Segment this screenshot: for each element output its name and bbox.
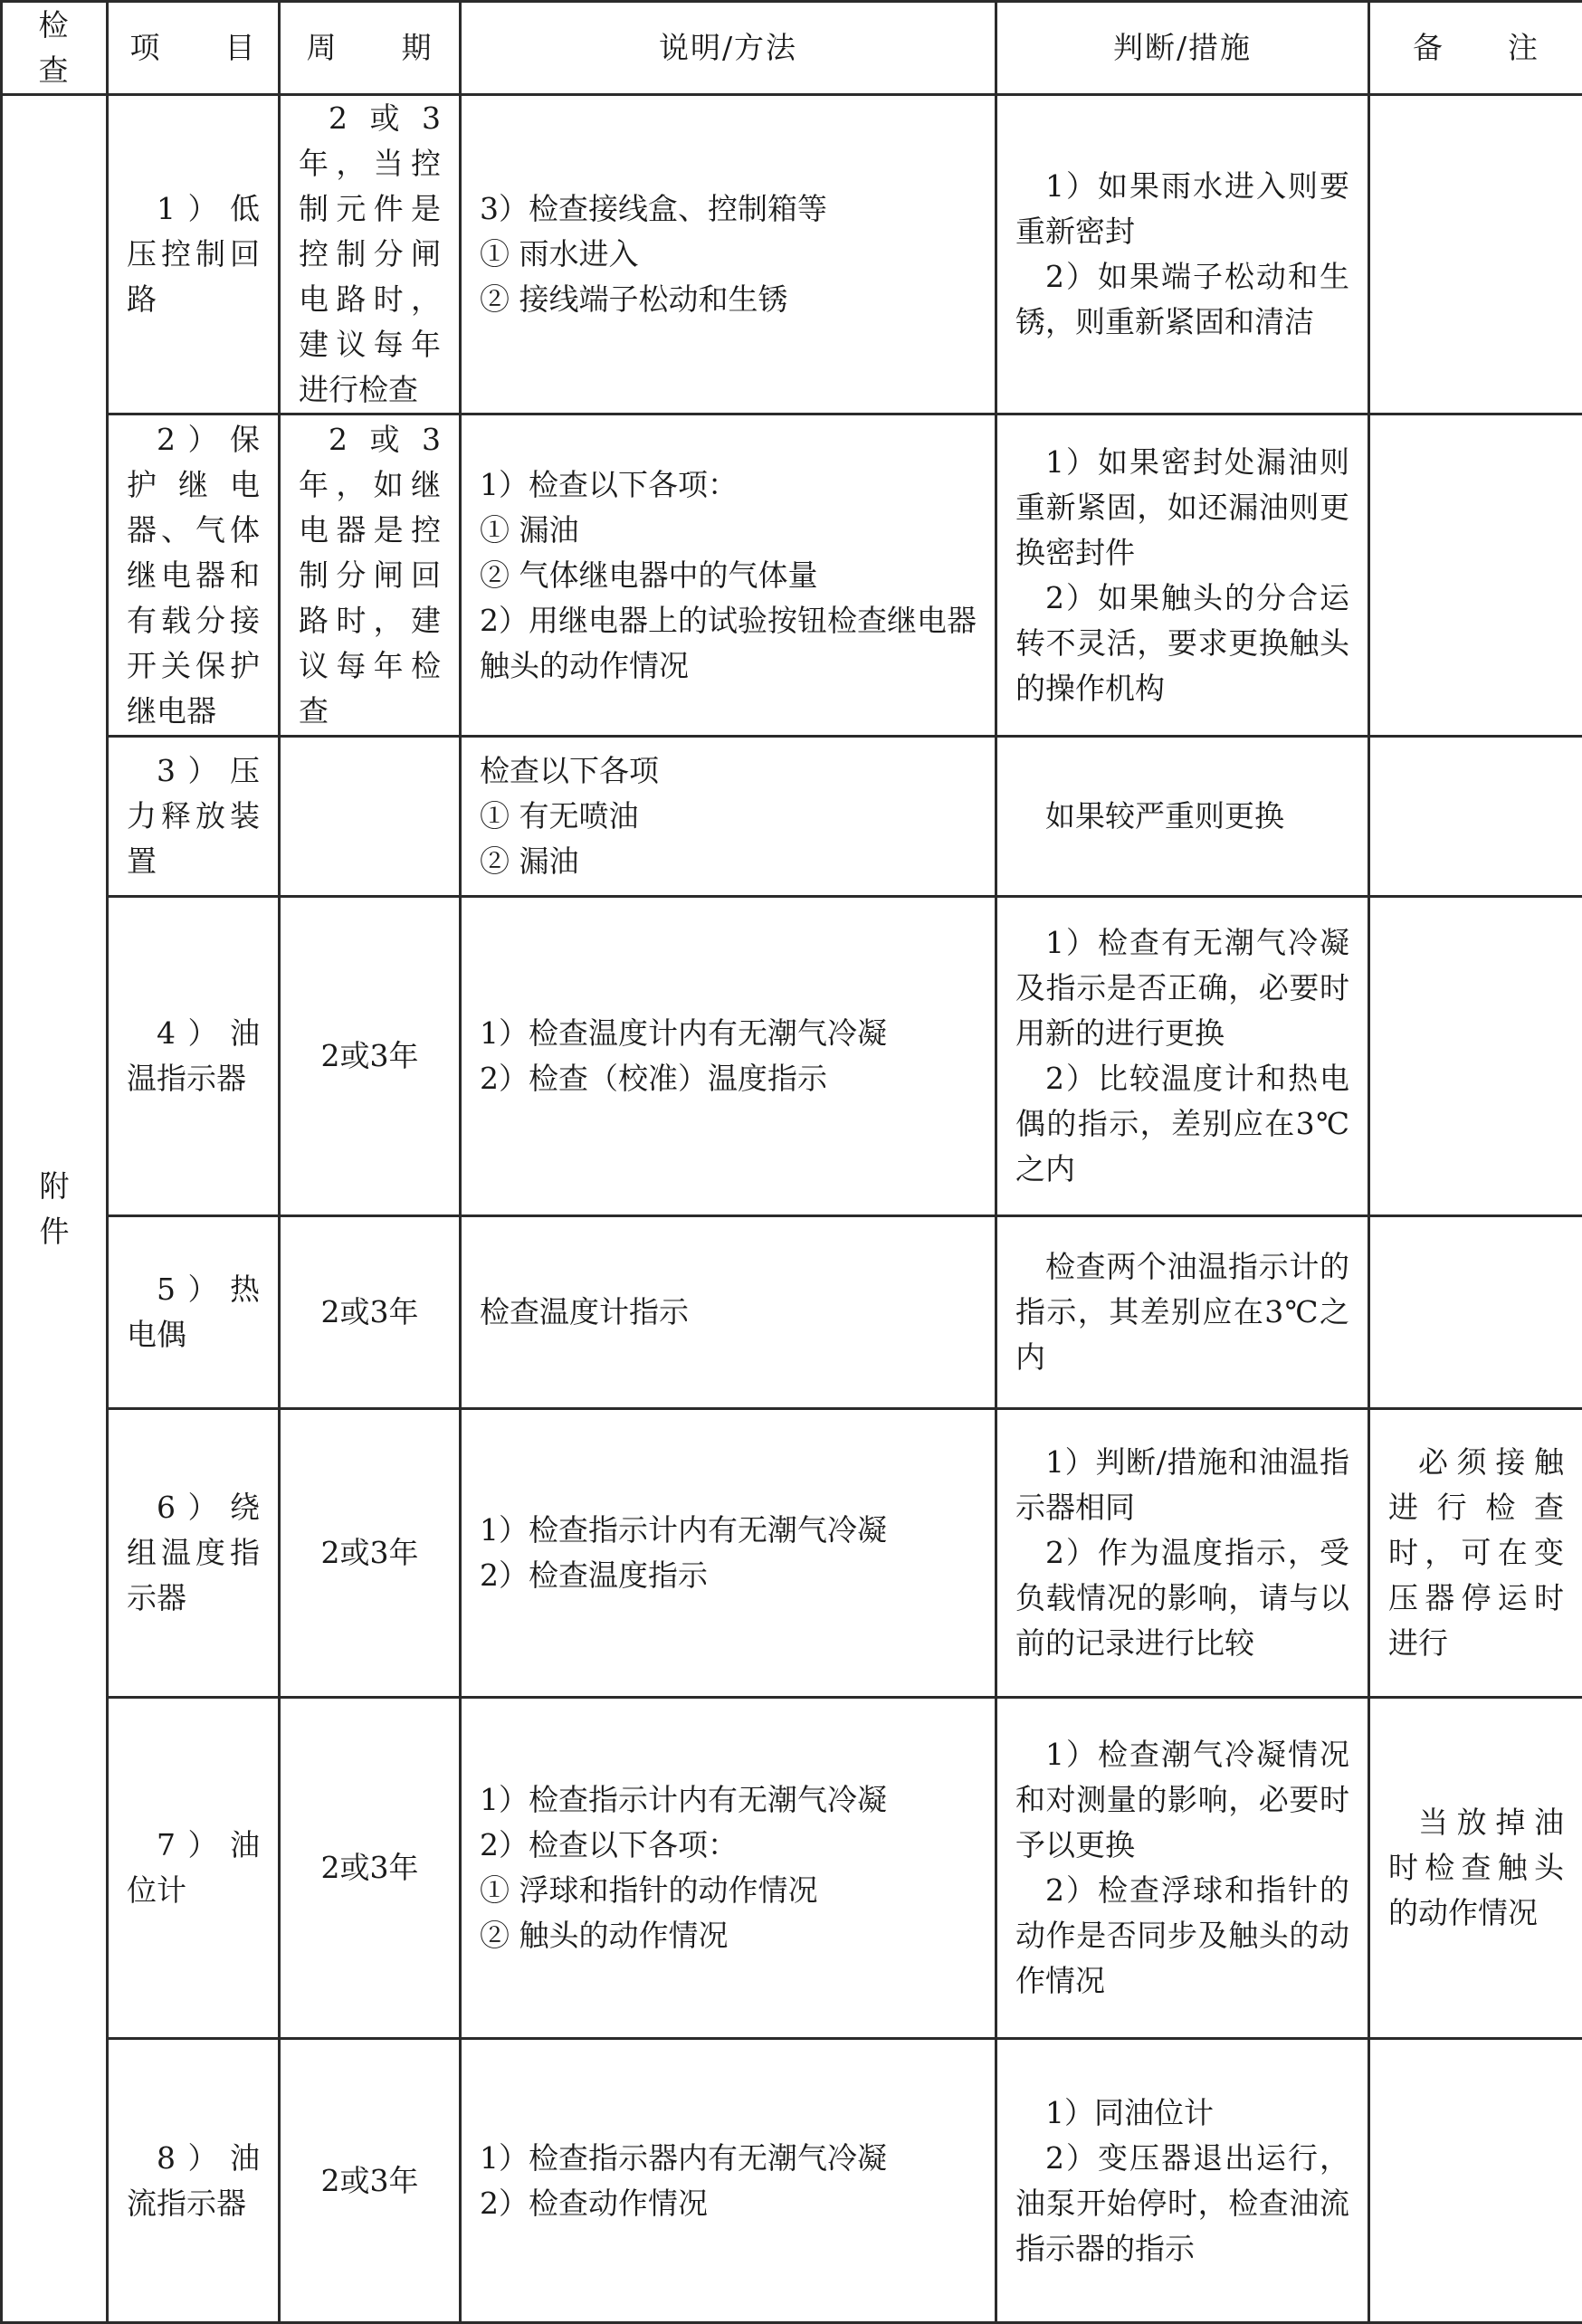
judgement-line: 2）如果端子松动和生锈，则重新紧固和清洁 bbox=[1015, 254, 1349, 345]
method-line: 1）检查指示计内有无潮气冷凝 bbox=[480, 1508, 977, 1553]
period-cell: 2或3年，当控制元件是控制分闸电路时，建议每年进行检查 bbox=[280, 95, 461, 414]
header-method: 说明/方法 bbox=[461, 2, 996, 95]
note-cell bbox=[1369, 414, 1582, 737]
judgement-line: 1）如果密封处漏油则重新紧固，如还漏油则更换密封件 bbox=[1015, 440, 1349, 576]
period-cell: 2或3年 bbox=[280, 897, 461, 1216]
table-row bbox=[2, 2039, 1582, 2323]
judgement-line: 2）比较温度计和热电偶的指示，差别应在3℃之内 bbox=[1015, 1056, 1349, 1192]
method-line: ① 浮球和指针的动作情况 bbox=[480, 1868, 977, 1913]
method-line: ② 触头的动作情况 bbox=[480, 1913, 977, 1958]
judgement-line: 1）如果雨水进入则要重新密封 bbox=[1015, 164, 1349, 254]
method-line: 1）检查指示计内有无潮气冷凝 bbox=[480, 1777, 977, 1823]
item-cell: 4）油温指示器 bbox=[108, 897, 280, 1216]
method-line: ① 雨水进入 bbox=[480, 232, 977, 277]
method-line: ② 气体继电器中的气体量 bbox=[480, 553, 977, 598]
judgement-line: 2）作为温度指示，受负载情况的影响，请与以前的记录进行比较 bbox=[1015, 1530, 1349, 1666]
method-line: 检查以下各项 bbox=[480, 748, 977, 794]
method-cell bbox=[461, 95, 996, 414]
method-cell bbox=[461, 1409, 996, 1698]
judgement-cell bbox=[996, 95, 1369, 414]
item-cell: 2）保护继电器、气体继电器和有载分接开关保护继电器 bbox=[108, 414, 280, 737]
note-cell bbox=[1369, 1216, 1582, 1409]
method-line: 2）检查动作情况 bbox=[480, 2181, 977, 2226]
table-row bbox=[2, 737, 1582, 897]
method-line: 3）检查接线盒、控制箱等 bbox=[480, 186, 977, 232]
judgement-line: 2）如果触头的分合运转不灵活，要求更换触头的操作机构 bbox=[1015, 576, 1349, 711]
table-row bbox=[2, 1409, 1582, 1698]
category-cell bbox=[2, 95, 108, 2323]
judgement-cell bbox=[996, 1698, 1369, 2039]
table-row bbox=[2, 1216, 1582, 1409]
method-line: ① 有无喷油 bbox=[480, 794, 977, 839]
method-cell bbox=[461, 897, 996, 1216]
note-cell: 必须接触进行检查时，可在变压器停运时进行 bbox=[1369, 1409, 1582, 1698]
method-line: ② 接线端子松动和生锈 bbox=[480, 277, 977, 322]
note-cell bbox=[1369, 897, 1582, 1216]
method-line: 2）检查（校准）温度指示 bbox=[480, 1056, 977, 1101]
method-line: 2）用继电器上的试验按钮检查继电器触头的动作情况 bbox=[480, 598, 977, 689]
period-cell bbox=[280, 737, 461, 897]
table-row bbox=[2, 414, 1582, 737]
table-row bbox=[2, 897, 1582, 1216]
method-line: ② 漏油 bbox=[480, 839, 977, 884]
method-cell bbox=[461, 414, 996, 737]
method-cell bbox=[461, 1216, 996, 1409]
header-period: 周 期 bbox=[280, 2, 461, 95]
note-cell bbox=[1369, 737, 1582, 897]
judgement-cell bbox=[996, 1409, 1369, 1698]
period-cell: 2或3年 bbox=[280, 1216, 461, 1409]
judgement-line: 检查两个油温指示计的指示，其差别应在3℃之内 bbox=[1015, 1244, 1349, 1380]
method-cell bbox=[461, 737, 996, 897]
judgement-cell bbox=[996, 414, 1369, 737]
item-cell: 3）压力释放装置 bbox=[108, 737, 280, 897]
method-line: 检查温度计指示 bbox=[480, 1290, 977, 1335]
header-row bbox=[2, 2, 1582, 95]
note-cell: 当放掉油时检查触头的动作情况 bbox=[1369, 1698, 1582, 2039]
method-line: 1）检查指示器内有无潮气冷凝 bbox=[480, 2136, 977, 2181]
item-cell: 8）油流指示器 bbox=[108, 2039, 280, 2323]
category-label: 附件 bbox=[38, 1164, 71, 1254]
header-note: 备 注 bbox=[1369, 2, 1582, 95]
header-judgement: 判断/措施 bbox=[996, 2, 1369, 95]
item-cell: 6）绕组温度指示器 bbox=[108, 1409, 280, 1698]
method-cell bbox=[461, 1698, 996, 2039]
method-cell bbox=[461, 2039, 996, 2323]
note-cell bbox=[1369, 2039, 1582, 2323]
item-cell: 7）油位计 bbox=[108, 1698, 280, 2039]
judgement-line: 1）检查有无潮气冷凝及指示是否正确，必要时用新的进行更换 bbox=[1015, 920, 1349, 1056]
judgement-line: 1）判断/措施和油温指示器相同 bbox=[1015, 1440, 1349, 1530]
judgement-line: 如果较严重则更换 bbox=[1015, 794, 1349, 839]
judgement-cell bbox=[996, 2039, 1369, 2323]
judgement-cell bbox=[996, 1216, 1369, 1409]
method-line: 2）检查温度指示 bbox=[480, 1553, 977, 1598]
judgement-cell bbox=[996, 897, 1369, 1216]
judgement-line: 1）同油位计 bbox=[1015, 2091, 1349, 2136]
table-row bbox=[2, 95, 1582, 414]
judgement-line: 1）检查潮气冷凝情况和对测量的影响，必要时予以更换 bbox=[1015, 1732, 1349, 1868]
period-cell: 2或3年 bbox=[280, 1409, 461, 1698]
item-cell: 5）热电偶 bbox=[108, 1216, 280, 1409]
judgement-line: 2）检查浮球和指针的动作是否同步及触头的动作情况 bbox=[1015, 1868, 1349, 2004]
period-cell: 2或3年 bbox=[280, 1698, 461, 2039]
judgement-cell bbox=[996, 737, 1369, 897]
header-category: 检 查 bbox=[2, 2, 108, 95]
period-cell: 2或3年 bbox=[280, 2039, 461, 2323]
table-body bbox=[2, 95, 1582, 2323]
table-row bbox=[2, 1698, 1582, 2039]
method-line: 1）检查温度计内有无潮气冷凝 bbox=[480, 1011, 977, 1056]
header-item: 项 目 bbox=[108, 2, 280, 95]
item-cell: 1）低压控制回路 bbox=[108, 95, 280, 414]
judgement-line: 2）变压器退出运行，油泵开始停时，检查油流指示器的指示 bbox=[1015, 2136, 1349, 2272]
method-line: ① 漏油 bbox=[480, 508, 977, 553]
method-line: 2）检查以下各项： bbox=[480, 1823, 977, 1868]
method-line: 1）检查以下各项： bbox=[480, 462, 977, 508]
period-cell: 2或3年，如继电器是控制分闸回路时，建议每年检查 bbox=[280, 414, 461, 737]
note-cell bbox=[1369, 95, 1582, 414]
